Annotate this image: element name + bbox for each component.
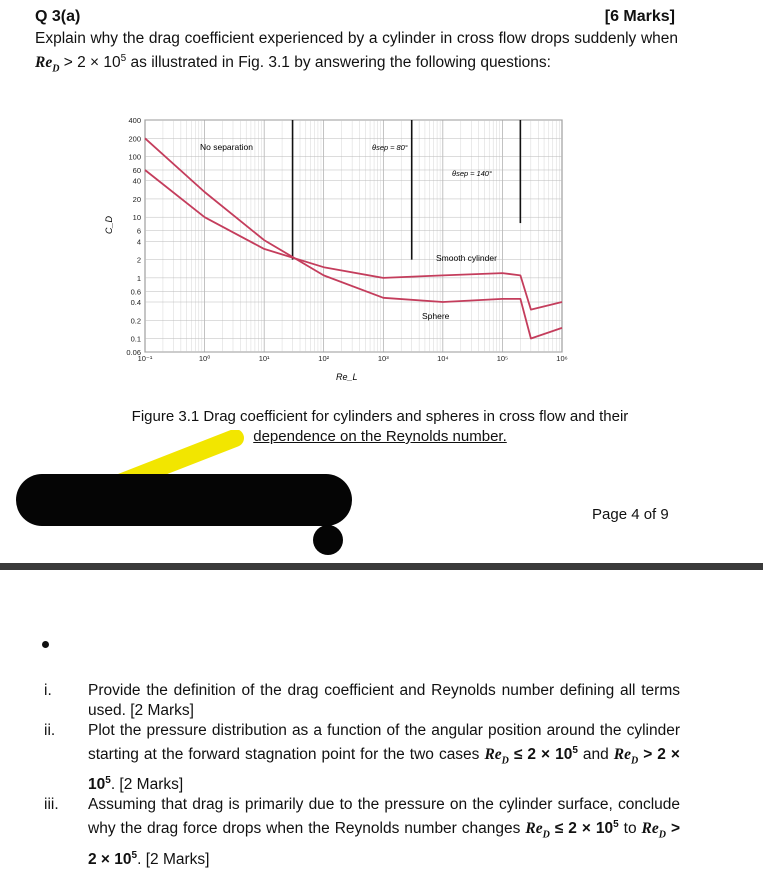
question-marks: [6 Marks]	[605, 8, 675, 26]
chart-ylabel: C_D	[104, 215, 114, 234]
annotation-sphere: Sphere	[422, 311, 450, 321]
y-tick-label: 0.6	[131, 287, 141, 296]
y-tick-label: 40	[133, 177, 141, 186]
y-tick-label: 200	[128, 134, 141, 143]
x-tick-label: 10²	[318, 354, 329, 363]
page-divider	[0, 563, 763, 570]
page-number: Page 4 of 9	[592, 506, 669, 523]
y-tick-label: 100	[128, 153, 141, 162]
y-tick-label: 0.2	[131, 316, 141, 325]
y-tick-label: 400	[128, 116, 141, 125]
subquestion-iii: iii. Assuming that drag is primarily due to the pressure on the cylinder surface, conclude why the drag force drops when the Reynolds number changes $Re_D \le 2 \times 10^5$ to $Re_D > 2 \times 10^5$. [2 Marks]	[38, 795, 680, 869]
figure-caption: Figure 3.1 Drag coefficient for cylinders and spheres in cross flow and their dependence on the Reynolds number.	[60, 407, 700, 447]
x-tick-label: 10⁰	[199, 354, 210, 363]
y-tick-label: 0.4	[131, 298, 141, 307]
bullet-dot	[42, 641, 49, 648]
y-tick-label: 10	[133, 213, 141, 222]
x-tick-label: 10⁴	[437, 354, 449, 363]
subquestion-i: i. Provide the definition of the drag coefficient and Reynolds number defining all terms used. [2 Marks]	[38, 681, 680, 721]
y-tick-label: 4	[137, 237, 141, 246]
y-tick-label: 1	[137, 274, 141, 283]
y-tick-label: 6	[137, 227, 141, 236]
subquestion-ii: ii. Plot the pressure distribution as a function of the angular position around the cylinder starting at the forward stagnation point for the two cases $Re_D \le 2 \times 10^5$ and $Re_D > 2 \times 10^5$. [2 Marks]	[38, 721, 680, 795]
annotation-theta-140: θsep ≈ 140°	[452, 169, 492, 178]
drag-coefficient-chart	[100, 112, 570, 392]
question-title: Q 3(a)	[35, 8, 80, 26]
redaction-bar	[16, 474, 352, 526]
y-tick-label: 2	[137, 256, 141, 265]
question-body: Explain why the drag coefficient experienced by a cylinder in cross flow drops suddenly when $Re_D > 2 \times 10^5$ as illustrated in Fig. 3.1 by answering the following questions:	[35, 29, 678, 79]
chart-xlabel: Re_L	[336, 372, 358, 382]
x-tick-label: 10¹	[259, 354, 270, 363]
plot-frame	[145, 120, 562, 352]
annotation-theta-80: θsep ≈ 80°	[372, 143, 408, 152]
subquestion-list	[38, 681, 680, 870]
y-tick-label: 0.1	[131, 335, 141, 344]
x-tick-label: 10⁻¹	[138, 354, 153, 363]
x-tick-label: 10⁵	[497, 354, 508, 363]
redaction-marks	[0, 430, 380, 560]
series-line-cylinder	[145, 170, 562, 310]
y-tick-label: 20	[133, 195, 141, 204]
annotation-smooth-cylinder: Smooth cylinder	[436, 253, 497, 263]
x-tick-label: 10⁶	[556, 354, 567, 363]
x-tick-label: 10³	[378, 354, 389, 363]
redaction-dot	[313, 525, 343, 555]
y-tick-label: 0.06	[126, 348, 141, 357]
series-line-sphere	[145, 138, 562, 338]
y-tick-label: 60	[133, 166, 141, 175]
annotation-no-separation: No separation	[200, 142, 253, 152]
